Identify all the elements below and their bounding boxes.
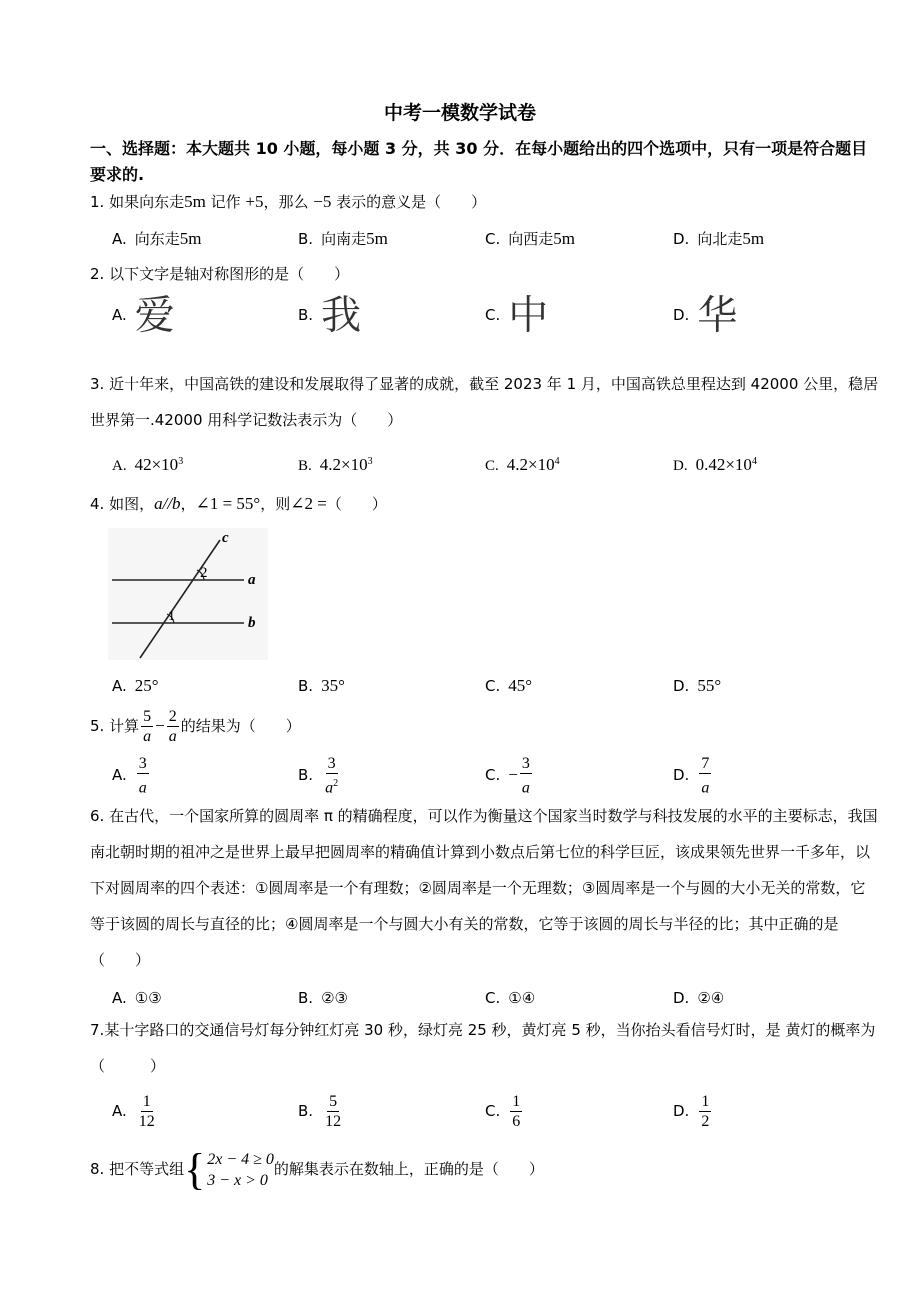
- q2-option-a[interactable]: [112, 292, 175, 339]
- denominator: a: [138, 779, 147, 797]
- label-b: b: [248, 615, 256, 631]
- option-label: D.: [673, 458, 688, 474]
- q2-option-c[interactable]: [485, 292, 549, 339]
- fraction: [323, 1092, 343, 1131]
- fraction: [137, 754, 149, 797]
- option-label: B.: [298, 677, 314, 695]
- exponent: 4: [751, 456, 757, 467]
- label-c: c: [222, 530, 229, 546]
- question-number: 4.: [90, 495, 105, 513]
- q6-option-d[interactable]: [673, 988, 724, 1008]
- fraction: [520, 754, 532, 797]
- q3-option-d[interactable]: [673, 452, 757, 476]
- q5-option-b[interactable]: [298, 754, 342, 797]
- question-text: ，则: [260, 495, 291, 513]
- question-text: 以下文字是轴对称图形的是（ ）: [109, 265, 350, 283]
- math: 35°: [321, 676, 345, 695]
- option-character: 我: [321, 292, 362, 339]
- option-text: 向北走: [697, 230, 743, 248]
- question-text: 把不等式组: [109, 1160, 185, 1178]
- denominator: 12: [325, 1113, 342, 1130]
- option-label: D.: [673, 230, 690, 248]
- option-character: 中: [508, 292, 549, 339]
- question-text: 记作: [205, 193, 246, 211]
- question-2: [90, 264, 349, 284]
- q7-option-a[interactable]: [112, 1092, 159, 1131]
- option-text: ①③: [134, 989, 162, 1007]
- question-number: 7.: [90, 1021, 105, 1039]
- numerator: 1: [512, 1093, 521, 1110]
- question-1: [90, 192, 486, 212]
- question-number: 8.: [90, 1160, 105, 1178]
- option-label: A.: [112, 989, 127, 1007]
- question-text: 如果向东走: [109, 193, 185, 211]
- option-label: C.: [485, 766, 501, 785]
- page-title: 中考一模数学试卷: [383, 102, 536, 124]
- option-label: A.: [112, 458, 127, 474]
- q5-option-d[interactable]: [673, 754, 713, 797]
- numerator: 5: [143, 708, 152, 725]
- question-5: [90, 706, 301, 746]
- option-text: ②④: [697, 989, 725, 1007]
- question-number: 5.: [90, 717, 105, 735]
- question-text: ，: [180, 495, 196, 513]
- question-4: [90, 494, 387, 514]
- question-number: 3.: [90, 375, 105, 393]
- denominator: a: [143, 728, 152, 745]
- math: 42×10: [134, 455, 179, 474]
- label-angle-2: 2: [200, 565, 208, 581]
- option-text: ②③: [321, 989, 348, 1007]
- question-text: 近十年来，中国高铁的建设和发展取得了显著的成就，截至 2023 年 1 月，中国高铁总里程达到 42000 公里，稳居世界第一.42000 用科学记数法表示为（ ）: [90, 375, 879, 429]
- fraction: [137, 1092, 157, 1131]
- option-label: A.: [112, 306, 127, 324]
- q5-option-a[interactable]: [112, 754, 151, 797]
- math: −: [508, 765, 518, 785]
- q1-option-a[interactable]: [112, 229, 202, 249]
- denominator: a: [168, 728, 177, 745]
- math: 5m: [742, 229, 765, 248]
- math: 25°: [134, 676, 159, 695]
- option-label: B.: [298, 989, 314, 1007]
- numerator: 3: [138, 755, 147, 772]
- inequality-line: 3 − x > 0: [207, 1171, 268, 1189]
- option-label: C.: [485, 306, 501, 324]
- option-label: C.: [485, 677, 501, 695]
- denominator: a: [521, 779, 530, 797]
- q6-option-c[interactable]: [485, 988, 535, 1008]
- exponent: 3: [178, 456, 184, 467]
- question-number: 6.: [90, 807, 105, 825]
- numerator: 1: [142, 1093, 151, 1110]
- math: 0.42×10: [695, 455, 752, 474]
- q4-option-b[interactable]: [298, 676, 345, 696]
- inequality-line: 2x − 4 ≥ 0: [207, 1150, 274, 1168]
- q5-option-c[interactable]: [485, 754, 534, 797]
- denominator: a: [325, 779, 334, 797]
- q7-option-c[interactable]: [485, 1092, 524, 1131]
- math: 5m: [184, 192, 206, 211]
- fraction: [167, 707, 179, 746]
- math: 45°: [508, 676, 533, 695]
- q2-option-b[interactable]: [298, 292, 362, 339]
- numerator: 5: [329, 1093, 338, 1110]
- question-text: 的结果为（ ）: [180, 717, 301, 735]
- q3-option-a[interactable]: [112, 452, 183, 476]
- option-label: C.: [485, 1102, 501, 1120]
- numerator: 3: [521, 755, 530, 772]
- numerator: 3: [327, 755, 336, 772]
- fraction: [141, 707, 153, 746]
- option-text: 向西走: [508, 230, 554, 248]
- math: 5m: [553, 229, 575, 248]
- option-text: 向南走: [321, 230, 367, 248]
- question-3: [90, 366, 880, 438]
- numerator: 1: [701, 1093, 710, 1110]
- option-label: D.: [673, 306, 690, 324]
- exponent: 2: [333, 778, 339, 789]
- exponent: 4: [554, 456, 560, 467]
- option-label: C.: [485, 458, 499, 474]
- question-text: 如图，: [109, 495, 155, 513]
- option-label: D.: [673, 1102, 690, 1120]
- math: −: [155, 716, 165, 735]
- fraction: [510, 1092, 522, 1131]
- figure-background: [108, 528, 268, 660]
- question-number: 1.: [90, 193, 105, 211]
- fraction: [699, 1092, 711, 1131]
- brace-icon: {: [184, 1144, 206, 1194]
- section-heading: 一、选择题：本大题共 10 小题，每小题 3 分，共 30 分．在每小题给出的四个选项中，只有一项是符合题目要求的.: [90, 139, 868, 184]
- option-label: D.: [673, 766, 690, 785]
- option-label: A.: [112, 1102, 127, 1120]
- option-label: C.: [485, 989, 501, 1007]
- math: 55°: [697, 676, 722, 695]
- exponent: 3: [367, 456, 373, 467]
- option-label: A.: [112, 766, 127, 785]
- option-label: D.: [673, 989, 690, 1007]
- q1-option-b[interactable]: [298, 229, 388, 249]
- question-text: （ ）: [326, 495, 387, 513]
- q7-option-d[interactable]: [673, 1092, 713, 1131]
- numerator: 2: [168, 708, 177, 725]
- math: ∠1 = 55°: [195, 494, 261, 513]
- option-text: ①④: [508, 989, 536, 1007]
- option-character: 华: [697, 292, 738, 339]
- math: −5: [313, 192, 332, 211]
- numerator: 7: [701, 755, 710, 772]
- option-text: 向东走: [134, 230, 180, 248]
- question-text: ，那么: [263, 193, 314, 211]
- question-text: 某十字路口的交通信号灯每分钟红灯亮 30 秒，绿灯亮 25 秒，黄灯亮 5 秒，当你抬头看信号灯时，是 黄灯的概率为（ ）: [90, 1021, 876, 1075]
- denominator: 12: [138, 1113, 155, 1130]
- denominator: a: [701, 779, 710, 797]
- option-character: 爱: [134, 292, 175, 339]
- math: a//b: [154, 494, 181, 513]
- math: 4.2×10: [506, 455, 555, 474]
- option-label: D.: [673, 677, 690, 695]
- q3-option-b[interactable]: [298, 452, 373, 476]
- math: +5: [245, 192, 264, 211]
- q7-option-b[interactable]: [298, 1092, 345, 1131]
- inequality-system: [184, 1144, 274, 1194]
- question-7: [90, 1012, 880, 1084]
- math: 5m: [366, 229, 388, 248]
- fraction: [699, 754, 711, 797]
- option-label: B.: [298, 458, 312, 474]
- parallel-lines-figure: [108, 528, 268, 660]
- q1-option-d[interactable]: [673, 229, 764, 249]
- math: 4.2×10: [319, 455, 368, 474]
- q3-option-c[interactable]: [485, 452, 560, 476]
- q1-option-c[interactable]: [485, 229, 575, 249]
- option-label: C.: [485, 230, 501, 248]
- option-label: B.: [298, 1102, 314, 1120]
- option-label: A.: [112, 677, 127, 695]
- question-text: 在古代，一个国家所算的圆周率 π 的精确程度，可以作为衡量这个国家当时数学与科技发展的水平的主要标志，我国南北朝时期的祖冲之是世界上最早把圆周率的精确值计算到小数点后第七位的科学巨匠，该成果领先世界一千多年，以下对圆周率的四个表述：①圆周率是一个有理数；②圆周率是一个无理数；③圆周率是一个与圆的大小无关的常数，它等于该圆的周长与直径的比；④圆周率是一个与圆大小有关的常数，它等于该圆的周长与半径的比；其中正确的是（ ）: [90, 807, 878, 969]
- q6-option-b[interactable]: [298, 988, 348, 1008]
- denominator: 6: [512, 1113, 521, 1130]
- question-6: [90, 798, 880, 978]
- q4-option-a[interactable]: [112, 676, 159, 696]
- q4-option-c[interactable]: [485, 676, 532, 696]
- option-label: B.: [298, 306, 314, 324]
- denominator: 2: [701, 1113, 710, 1130]
- fraction: [323, 754, 340, 797]
- question-8: [90, 1146, 544, 1192]
- math: 5m: [179, 229, 202, 248]
- option-label: B.: [298, 766, 314, 785]
- math: ∠2 =: [290, 494, 327, 513]
- question-text: 的解集表示在数轴上，正确的是（ ）: [273, 1160, 544, 1178]
- option-label: B.: [298, 230, 314, 248]
- question-text: 计算: [109, 717, 140, 735]
- q2-option-d[interactable]: [673, 292, 738, 339]
- label-a: a: [248, 572, 256, 588]
- option-label: A.: [112, 230, 127, 248]
- label-angle-1: 1: [168, 609, 175, 624]
- question-text: 表示的意义是（ ）: [331, 193, 487, 211]
- question-number: 2.: [90, 265, 105, 283]
- q6-option-a[interactable]: [112, 988, 162, 1008]
- q4-option-d[interactable]: [673, 676, 721, 696]
